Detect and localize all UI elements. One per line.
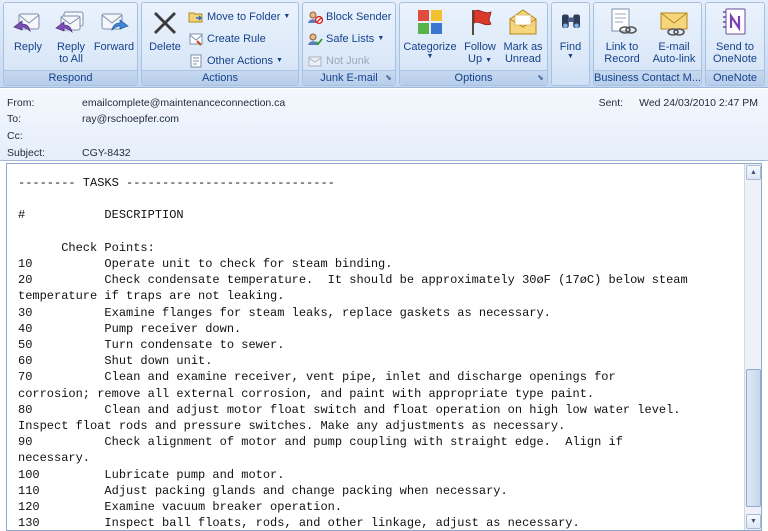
to-value[interactable]: ray@rschoepfer.com <box>82 113 180 125</box>
subject-label: Subject: <box>7 147 45 159</box>
onenote-icon <box>719 6 751 38</box>
to-label: To: <box>7 113 22 125</box>
chevron-down-icon: ▼ <box>426 53 434 60</box>
link-to-record-icon <box>606 6 638 38</box>
scroll-down-button[interactable]: ▼ <box>746 514 761 529</box>
follow-up-flag-icon <box>464 6 496 38</box>
safe-lists-button[interactable] <box>307 30 384 48</box>
email-auto-link-button[interactable] <box>648 6 700 65</box>
delete-button[interactable] <box>145 6 185 53</box>
message-header <box>0 89 768 161</box>
mark-unread-icon <box>507 6 539 38</box>
options-group-label-text: Options <box>454 72 493 84</box>
email-auto-link-icon <box>658 6 690 38</box>
send-to-onenote-label-line2: OneNote <box>712 53 758 65</box>
reply-icon <box>12 6 44 38</box>
find-group <box>551 2 590 86</box>
follow-up-button[interactable] <box>460 6 500 67</box>
categorize-button[interactable] <box>402 6 458 61</box>
cc-label: Cc: <box>7 130 23 142</box>
actions-group-label: Actions <box>142 70 298 85</box>
categorize-label: Categorize <box>403 41 457 53</box>
create-rule-button[interactable] <box>188 30 266 48</box>
not-junk-label: Not Junk <box>326 55 370 67</box>
actions-group <box>141 2 299 86</box>
from-label: From: <box>7 97 35 109</box>
follow-up-label-line2: Up <box>468 53 483 65</box>
delete-icon <box>149 6 181 38</box>
link-to-record-label-line2: Record <box>604 53 640 65</box>
delete-label: Delete <box>149 41 181 53</box>
block-sender-label: Block Sender <box>326 11 392 23</box>
move-to-folder-button[interactable] <box>188 8 290 26</box>
sent-row <box>599 97 758 109</box>
reply-all-icon <box>55 6 87 38</box>
safe-lists-icon <box>307 31 323 47</box>
reply-all-button[interactable] <box>50 6 92 65</box>
chevron-down-icon: ▼ <box>377 35 385 42</box>
business-contact-manager-group-label: Business Contact M... <box>594 72 701 84</box>
move-to-folder-icon <box>188 9 204 25</box>
block-sender-button[interactable] <box>307 8 391 26</box>
other-actions-icon <box>188 53 204 69</box>
not-junk-icon <box>307 53 323 69</box>
onenote-group <box>705 2 765 86</box>
subject-value: CGY-8432 <box>82 147 131 159</box>
chevron-down-icon: ▼ <box>283 13 291 20</box>
forward-icon <box>98 6 130 38</box>
link-to-record-label-line1: Link to <box>605 41 639 53</box>
link-to-record-button[interactable] <box>598 6 646 65</box>
email-auto-link-label-line1: E-mail <box>658 41 690 53</box>
message-body-text: -------- TASKS ----------------------------- # DESCRIPTION Check Points: 10 Operate unit to check for steam binding. 20 Check condensate temperature. It should be approximately 30øF (17øC) below steam temperature if traps are not leaking. 30 Examine flanges for steam leaks, replace gaskets as necessary. 40 Pump receiver down. 50 Turn condensate to sewer. 60 Shut down unit. 70 Clean and examine receiver, vent pipe, inlet and discharge openings for corrosion; remove all external corrosion, and paint with appropriate type paint. 80 Clean and adjust motor float switch and float operation on high low water level. Inspect float rods and pressure switches. Make any adjustments as necessary. 90 Check alignment of motor and pump coupling with straight edge. Align if necessary. 100 Lubricate pump and motor. 110 Adjust packing glands and change packing when necessary. 120 Examine vacuum breaker operation. 130 Inspect ball floats, rods, and other linkage, adjust as necessary. <box>18 176 688 531</box>
respond-group <box>3 2 138 86</box>
mark-as-unread-button[interactable] <box>500 6 546 65</box>
scroll-thumb[interactable] <box>746 369 761 507</box>
vertical-scrollbar[interactable] <box>744 164 761 530</box>
send-to-onenote-label-line1: Send to <box>716 41 754 53</box>
reply-all-label-line2: to All <box>59 53 83 65</box>
categorize-icon <box>414 6 446 38</box>
business-contact-manager-group <box>593 2 702 86</box>
reply-label: Reply <box>13 41 43 53</box>
sent-label: Sent: <box>598 97 624 109</box>
other-actions-label: Other Actions <box>207 55 274 67</box>
dialog-launcher-icon[interactable]: ⬊ <box>537 73 544 82</box>
create-rule-label: Create Rule <box>207 33 266 45</box>
find-button[interactable] <box>553 6 588 61</box>
junk-email-group <box>302 2 396 86</box>
send-to-onenote-button[interactable] <box>708 6 762 65</box>
mark-unread-label-line2: Unread <box>504 53 542 65</box>
respond-group-label: Respond <box>4 70 137 85</box>
forward-button[interactable] <box>92 6 136 53</box>
create-rule-icon <box>188 31 204 47</box>
onenote-group-label: OneNote <box>706 70 764 85</box>
options-group <box>399 2 548 86</box>
reply-button[interactable] <box>8 6 48 53</box>
not-junk-button[interactable] <box>307 52 369 70</box>
ribbon <box>0 0 768 88</box>
other-actions-button[interactable] <box>188 52 283 70</box>
chevron-down-icon: ▼ <box>485 57 492 64</box>
move-to-folder-label: Move to Folder <box>207 11 281 23</box>
options-group-label <box>400 70 547 85</box>
junk-email-group-label-text: Junk E-mail <box>320 72 378 84</box>
forward-label: Forward <box>93 41 135 53</box>
binoculars-icon <box>559 10 583 34</box>
chevron-down-icon: ▼ <box>276 57 283 64</box>
find-label: Find <box>559 41 582 53</box>
scroll-up-button[interactable]: ▲ <box>746 165 761 180</box>
junk-email-group-label <box>303 70 395 85</box>
sent-value: Wed 24/03/2010 2:47 PM <box>639 97 758 109</box>
chevron-down-icon: ▼ <box>567 53 574 60</box>
email-auto-link-label-line2: Auto-link <box>652 53 696 65</box>
reply-all-label-line1: Reply <box>56 41 86 53</box>
safe-lists-label: Safe Lists <box>326 33 375 45</box>
mark-unread-label-line1: Mark as <box>503 41 543 53</box>
message-body[interactable] <box>6 163 762 531</box>
follow-up-label-line1: Follow <box>464 41 496 53</box>
block-sender-icon <box>307 9 323 25</box>
dialog-launcher-icon[interactable]: ⬊ <box>385 73 392 82</box>
from-value[interactable]: emailcomplete@maintenanceconnection.ca <box>82 97 286 109</box>
